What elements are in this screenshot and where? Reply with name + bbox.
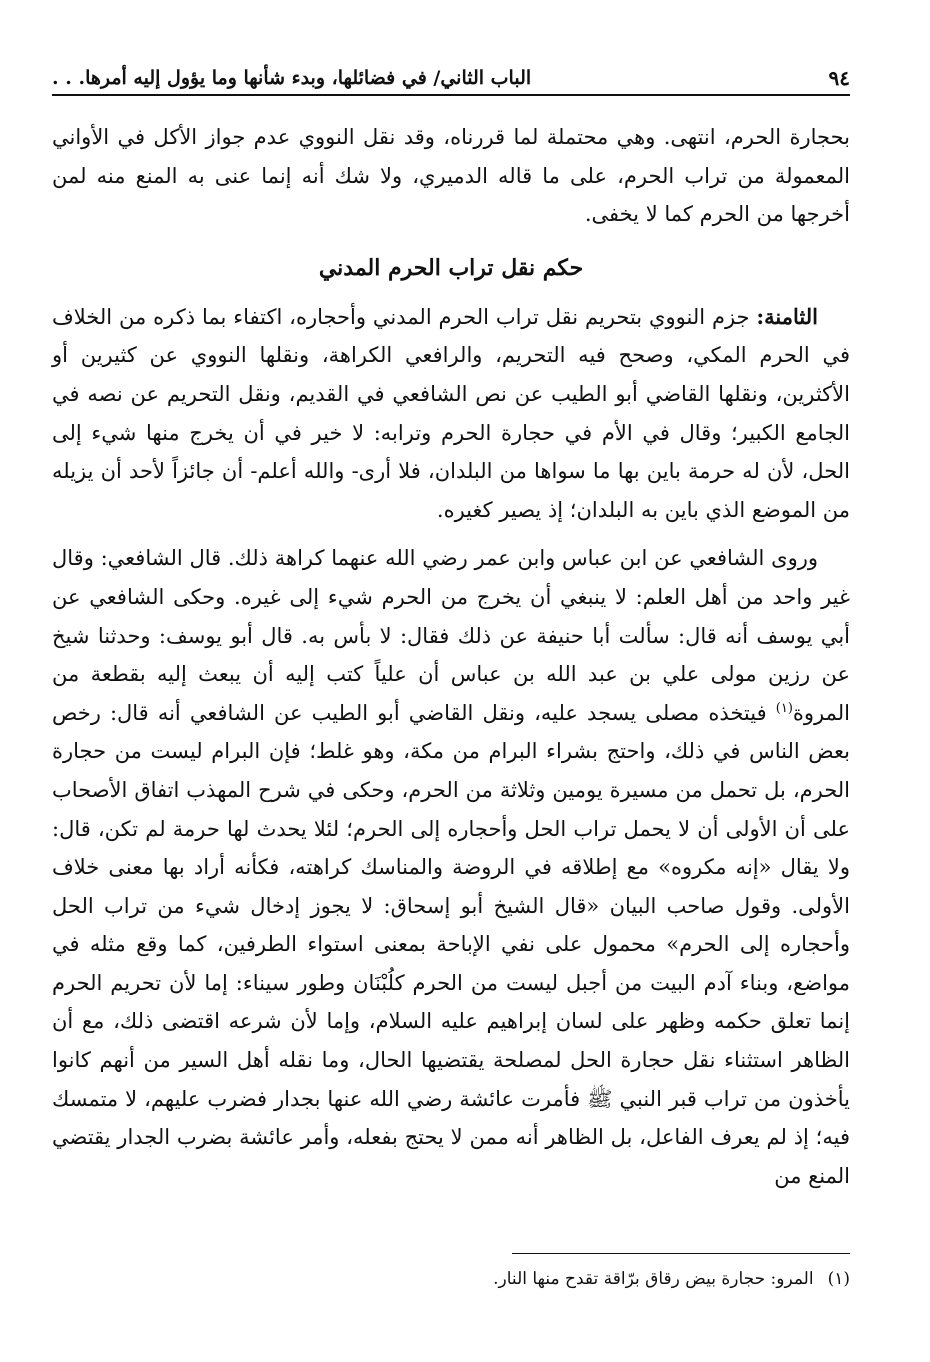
paragraph-eighth [52, 298, 850, 530]
paragraph-shafii-narration [52, 539, 850, 1195]
section-heading: حكم نقل تراب الحرم المدني [318, 254, 584, 281]
header-divider [52, 94, 850, 96]
book-page [52, 0, 850, 1362]
paragraph-eighth-text: جزم النووي بتحريم نقل تراب الحرم المدني وأحجاره، اكتفاء بما ذكره من الخلاف في الحرم المكي، وصحح فيه التحريم، والرافعي الكراهة، ونقلها النووي عن كثيرين أو الأكثرين، ونقلها القاضي أبو الطيب عن نص الشافعي في القديم، ونقل التحريم عن نصه في الجامع الكبير؛ وقال في الأم في حجارة الحرم وترابه: لا خير في أن يخرج منها شيء إلى الحل، لأن له حرمة باين بها ما سواها من البلدان، فلا أرى- والله أعلم- أن جائزاً لأحد أن يزيله من الموضع الذي باين به البلدان؛ إذ يصير كغيره. [52, 304, 850, 522]
running-title: الباب الثاني/ في فضائلها، وبدء شأنها وما يؤول إليه أمرها. . . [52, 67, 532, 90]
footnote-marker: (١) [827, 1269, 850, 1289]
paragraph-text-after-note: فيتخذه مصلى يسجد عليه، ونقل القاضي أبو الطيب عن الشافعي أنه قال: رخص بعض الناس في ذلك، واحتج بشراء البرام من مكة، وهو غلط؛ فإن البرام ليست من حجارة الحرم، بل تحمل من مسيرة يومين وثلاثة من الحرم، وحكى في شرح المهذب اتفاق الأصحاب على أن الأولى أن لا يحمل تراب الحل وأحجاره إلى الحرم؛ لئلا يحدث لها حرمة لم تكن، قال: ولا يقال «إنه مكروه» مع إطلاقه في الروضة والمناسك كراهته، فكأنه أراد بها معنى خلاف الأولى. وقول صاحب البيان «قال الشيخ أبو إسحاق: لا يجوز إدخال شيء من تراب الحل وأحجاره إلى الحرم» محمول على نفي الإباحة بمعنى استواء الطرفين، كما وقع مثله في مواضع، وبناء آدم البيت من أجبل ليست من الحرم كلُبْنَان وطور سيناء: إما لأن تحريم الحرم إنما تعلق حكمه وظهر على لسان إبراهيم عليه السلام، وإما لأن شرعه اقتضى ذلك، مع أن الظاهر استثناء نقل حجارة الحل لمصلحة يقتضيها الحال، وما نقله أهل السير من أنهم كانوا يأخذون من تراب قبر النبي ﷺ فأمرت عائشة رضي الله عنها بجدار فضرب عليهم، لا متمسك فيه؛ إذ لم يعرف الفاعل، بل الظاهر أنه ممن لا يحتج بفعله، وأمر عائشة بضرب الجدار يقتضي المنع من [52, 700, 850, 1188]
paragraph-continuation: بحجارة الحرم، انتهى. وهي محتملة لما قررناه، وقد نقل النووي عدم جواز الأكل في الأواني المعمولة من تراب الحرم، على ما قاله الدميري، ولا شك أنه إنما عنى به المنع منه لمن أخرجها من الحرم كما لا يخفى. [52, 125, 850, 227]
footnote [52, 1265, 850, 1293]
paragraph-text-before-note: وروى الشافعي عن ابن عباس وابن عمر رضي الله عنهما كراهة ذلك. قال الشافعي: وقال غير واحد من أهل العلم: لا ينبغي أن يخرج من الحرم شيء إلى غيره. وحكى الشافعي عن أبي يوسف أنه قال: سألت أبا حنيفة عن ذلك فقال: لا بأس به. قال أبو يوسف: وحدثنا شيخ عن رزين مولى علي بن عبد الله بن عباس أن علياً كتب إليه أن يبعث إليه بقطعة من المروة [52, 546, 850, 725]
page-number: ٩٤ [828, 66, 850, 90]
running-header [52, 52, 850, 90]
footnote-divider [512, 1253, 850, 1254]
main-text [52, 118, 850, 1195]
footnote-text: المرو: حجارة بيض رقاق برّاقة تقدح منها النار. [493, 1269, 814, 1289]
paragraph-lead-word: الثامنة: [756, 303, 818, 329]
footnote-reference[interactable]: (١) [775, 700, 793, 716]
